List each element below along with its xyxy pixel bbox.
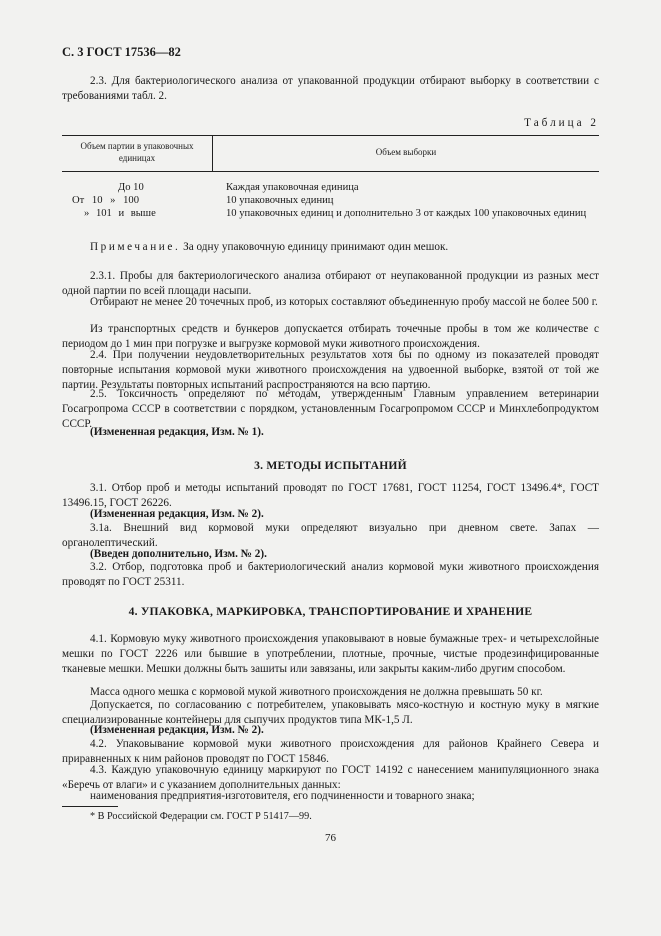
table-cell-sample: Каждая упаковочная единица <box>226 182 359 193</box>
table-header-sample-size: Объем выборки <box>375 147 437 157</box>
table-cell-range: От 10 » 100 <box>72 195 140 206</box>
paragraph-4-3-a: наименования предприятия-изготовителя, его подчиненности и товарного знака; <box>90 790 475 802</box>
footnote: * В Российской Федерации см. ГОСТ Р 51417—99. <box>90 811 312 822</box>
footnote-rule <box>62 806 118 807</box>
section-4-heading: 4. УПАКОВКА, МАРКИРОВКА, ТРАНСПОРТИРОВАНИЕ И ХРАНЕНИЕ <box>128 605 533 618</box>
paragraph-2-4: 2.4. При получении неудовлетворительных результатов хотя бы по одному из показателей проводят повторные испытания кормовой муки животного происхождения на удвоенной выборке, взятой от той же партии. Результаты повторных испытаний распространяются на всю партию. <box>62 349 599 391</box>
note-text: За одну упаковочную единицу принимают один мешок. <box>183 241 449 253</box>
table-cell-range: » 101 и выше <box>84 208 156 219</box>
table-cell-sample: 10 упаковочных единиц и дополнительно 3 от каждых 100 упаковочных единиц <box>226 208 587 219</box>
paragraph-4-1: 4.1. Кормовую муку животного происхождения упаковывают в новые бумажные трех- и четырехслойные мешки по ГОСТ 2226 или бывшие в употреблении, плотные, прочные, чистые продезинфицированные тканевые мешки. Мешки должны быть зашиты или завязаны, или закрыты каким-либо другим способом. <box>62 633 599 675</box>
table-top-rule <box>62 135 599 136</box>
paragraph-2-3-1-b: Отбирают не менее 20 точечных проб, из которых составляют объединенную пробу массой не более 500 г. <box>90 296 598 308</box>
paragraph-4-3: 4.3. Каждую упаковочную единицу маркируют по ГОСТ 14192 с нанесением манипуляционного знака «Беречь от влаги» и с указанием дополнительных данных: <box>62 764 599 791</box>
paragraph-3-1a: 3.1а. Внешний вид кормовой муки определяют визуально при дневном свете. Запах — органолептический. <box>62 522 599 549</box>
section-3-heading: 3. МЕТОДЫ ИСПЫТАНИЙ <box>254 459 407 472</box>
amendment-note: (Измененная редакция, Изм. № 2). <box>90 724 264 736</box>
table-header-batch-size: Объем партии в упаковочных единицах <box>80 141 194 163</box>
note-label: Примечание. <box>90 241 181 253</box>
table-note <box>90 240 599 255</box>
paragraph-2-3-1: 2.3.1. Пробы для бактериологического анализа отбирают от неупакованной продукции из разных мест одной партии по всей площади насыпи. <box>62 270 599 297</box>
paragraph-4-1-c: Допускается, по согласованию с потребителем, упаковывать мясо-костную и костную муку в мягкие специализированные контейнеры для сыпучих продуктов типа МК-1,5 Л. <box>62 699 599 726</box>
amendment-note: (Введен дополнительно, Изм. № 2). <box>90 548 267 560</box>
table-column-divider <box>212 135 213 171</box>
paragraph-3-2: 3.2. Отбор, подготовка проб и бактериологический анализ кормовой муки животного происхождения проводят по ГОСТ 25311. <box>62 561 599 588</box>
table-header-rule <box>62 171 599 172</box>
paragraph-2-3: 2.3. Для бактериологического анализа от упакованной продукции отбирают выборку в соответствии с требованиями табл. 2. <box>62 75 599 102</box>
paragraph-2-3-1-c: Из транспортных средств и бункеров допускается отбирать точечные пробы в том же количестве с периодом до 1 мин при погрузке и выгрузке кормовой муки животного происхождения. <box>62 323 599 350</box>
amendment-note: (Измененная редакция, Изм. № 2). <box>90 508 264 520</box>
page-number: 76 <box>325 832 336 844</box>
table-cell-sample: 10 упаковочных единиц <box>226 195 334 206</box>
running-header: С. 3 ГОСТ 17536—82 <box>62 45 181 59</box>
paragraph-3-1: 3.1. Отбор проб и методы испытаний проводят по ГОСТ 17681, ГОСТ 11254, ГОСТ 13496.4*, ГОСТ 13496.15, ГОСТ 26226. <box>62 482 599 509</box>
table-cell-range: До 10 <box>118 182 144 193</box>
paragraph-4-2: 4.2. Упаковывание кормовой муки животного происхождения для районов Крайнего Севера и приравненных к ним районов проводят по ГОСТ 15846. <box>62 738 599 765</box>
table-caption: Таблица 2 <box>524 117 599 129</box>
amendment-note: (Измененная редакция, Изм. № 1). <box>90 426 264 438</box>
paragraph-2-5: 2.5. Токсичность определяют по методам, утвержденным Главным управлением ветеринарии Госагропрома СССР в соответствии с порядком, установленным Госагропромом СССР и Минхлебопродуктом СССР. <box>62 388 599 430</box>
paragraph-4-1-b: Масса одного мешка с кормовой мукой животного происхождения не должна превышать 50 кг. <box>90 686 543 698</box>
